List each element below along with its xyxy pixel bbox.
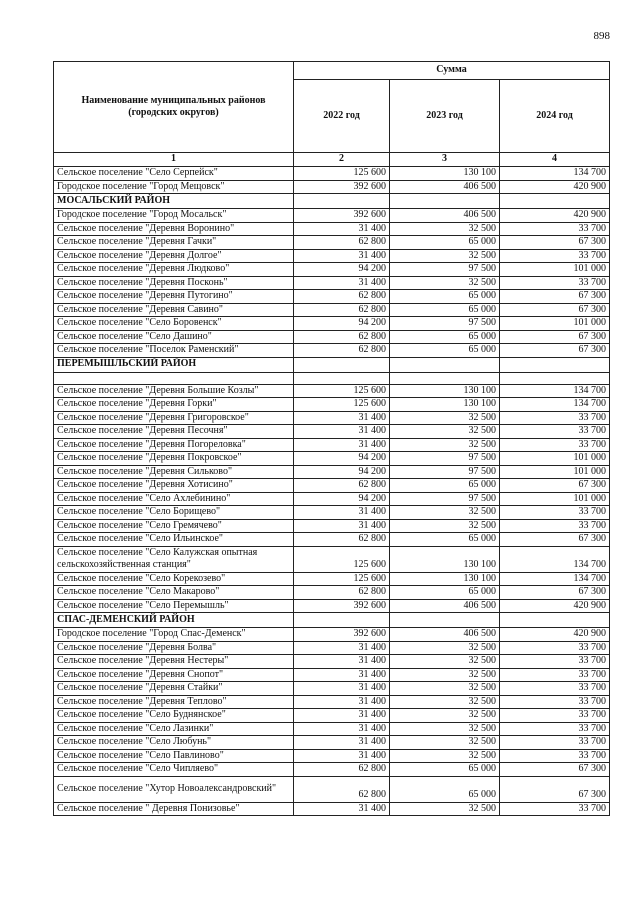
amount-2023: 65 000	[390, 533, 500, 547]
amount-2024: 134 700	[500, 398, 610, 412]
table-row	[54, 479, 610, 493]
amount-2022: 31 400	[294, 276, 390, 290]
table-row	[54, 330, 610, 344]
amount-2024: 101 000	[500, 263, 610, 277]
amount-2023: 32 500	[390, 749, 500, 763]
amount-2023: 32 500	[390, 276, 500, 290]
amount-2024: 67 300	[500, 776, 610, 802]
amount-2022: 31 400	[294, 222, 390, 236]
settlement-name: Сельское поселение "Деревня Воронино"	[54, 222, 294, 236]
settlement-name: Сельское поселение "Село Буднянское"	[54, 709, 294, 723]
amount-2024: 33 700	[500, 506, 610, 520]
amount-2023: 97 500	[390, 465, 500, 479]
amount-2024: 67 300	[500, 303, 610, 317]
amount-2023: 65 000	[390, 776, 500, 802]
amount-2024: 33 700	[500, 249, 610, 263]
amount-2024: 33 700	[500, 641, 610, 655]
settlement-name: Сельское поселение "Деревня Посконь"	[54, 276, 294, 290]
header-year-2022: 2022 год	[294, 80, 390, 153]
settlement-name: Сельское поселение "Деревня Покровское"	[54, 452, 294, 466]
table-row	[54, 776, 610, 802]
amount-2023: 32 500	[390, 655, 500, 669]
settlement-name: Сельское поселение "Село Дашино"	[54, 330, 294, 344]
amount-2024: 420 900	[500, 628, 610, 642]
amount-2022: 125 600	[294, 384, 390, 398]
amount-2024: 33 700	[500, 802, 610, 816]
settlement-name: Сельское поселение "Деревня Савино"	[54, 303, 294, 317]
column-number: 3	[390, 153, 500, 167]
amount-2023: 65 000	[390, 236, 500, 250]
table-row	[54, 249, 610, 263]
amount-2023: 130 100	[390, 398, 500, 412]
district-name: СПАС-ДЕМЕНСКИЙ РАЙОН	[54, 613, 294, 628]
amount-2022: 94 200	[294, 465, 390, 479]
table-row	[54, 722, 610, 736]
amount-2023: 32 500	[390, 249, 500, 263]
amount-2023: 32 500	[390, 506, 500, 520]
table-row	[54, 599, 610, 613]
amount-2024: 134 700	[500, 167, 610, 181]
settlement-name: Сельское поселение "Хутор Новоалександровский"	[54, 776, 294, 802]
amount-2024: 101 000	[500, 465, 610, 479]
empty-cell	[500, 357, 610, 372]
empty-cell	[500, 613, 610, 628]
settlement-name: Сельское поселение "Село Боровенск"	[54, 317, 294, 331]
amount-2024: 33 700	[500, 722, 610, 736]
amount-2023: 32 500	[390, 438, 500, 452]
amount-2023: 32 500	[390, 736, 500, 750]
table-row	[54, 641, 610, 655]
table-row	[54, 586, 610, 600]
amount-2022: 94 200	[294, 452, 390, 466]
settlement-name: Сельское поселение "Село Чипляево"	[54, 763, 294, 777]
amount-2024: 33 700	[500, 222, 610, 236]
amount-2022: 94 200	[294, 492, 390, 506]
amount-2022: 31 400	[294, 249, 390, 263]
table-row	[54, 709, 610, 723]
table-row	[54, 398, 610, 412]
amount-2023: 65 000	[390, 344, 500, 358]
district-header-row	[54, 357, 610, 372]
amount-2024: 33 700	[500, 749, 610, 763]
amount-2022: 62 800	[294, 479, 390, 493]
amount-2022: 31 400	[294, 695, 390, 709]
amount-2024: 420 900	[500, 209, 610, 223]
settlement-name: Сельское поселение "Деревня Песочня"	[54, 425, 294, 439]
amount-2023: 32 500	[390, 668, 500, 682]
amount-2024: 67 300	[500, 290, 610, 304]
amount-2024: 33 700	[500, 411, 610, 425]
table-row	[54, 425, 610, 439]
amount-2022: 125 600	[294, 546, 390, 572]
amount-2024: 420 900	[500, 180, 610, 194]
table-row	[54, 167, 610, 181]
settlement-name: Сельское поселение "Деревня Горки"	[54, 398, 294, 412]
amount-2023: 130 100	[390, 572, 500, 586]
amount-2024: 33 700	[500, 438, 610, 452]
amount-2024: 33 700	[500, 682, 610, 696]
table-row	[54, 180, 610, 194]
amount-2024: 67 300	[500, 330, 610, 344]
empty-cell	[54, 372, 294, 384]
amount-2023: 32 500	[390, 222, 500, 236]
amount-2022: 62 800	[294, 776, 390, 802]
column-number: 4	[500, 153, 610, 167]
amount-2023: 406 500	[390, 599, 500, 613]
table-row	[54, 763, 610, 777]
amount-2023: 65 000	[390, 479, 500, 493]
subsidy-table	[53, 61, 610, 816]
amount-2022: 31 400	[294, 736, 390, 750]
amount-2023: 32 500	[390, 722, 500, 736]
amount-2023: 406 500	[390, 209, 500, 223]
amount-2022: 392 600	[294, 180, 390, 194]
settlement-name: Сельское поселение "Село Любунь"	[54, 736, 294, 750]
table-row	[54, 236, 610, 250]
amount-2022: 94 200	[294, 263, 390, 277]
amount-2022: 31 400	[294, 425, 390, 439]
amount-2022: 62 800	[294, 330, 390, 344]
table-row	[54, 572, 610, 586]
page-number: 898	[593, 30, 610, 42]
table-row	[54, 802, 610, 816]
settlement-name: Сельское поселение "Село Ильинское"	[54, 533, 294, 547]
amount-2022: 31 400	[294, 709, 390, 723]
settlement-name: Сельское поселение "Деревня Большие Козлы"	[54, 384, 294, 398]
amount-2023: 97 500	[390, 317, 500, 331]
spacer-row	[54, 372, 610, 384]
table-header	[54, 62, 610, 167]
table-row	[54, 506, 610, 520]
amount-2024: 67 300	[500, 586, 610, 600]
settlement-name: Сельское поселение "Село Лазинки"	[54, 722, 294, 736]
amount-2023: 32 500	[390, 695, 500, 709]
amount-2023: 32 500	[390, 641, 500, 655]
amount-2023: 65 000	[390, 586, 500, 600]
settlement-name: Сельское поселение "Деревня Болва"	[54, 641, 294, 655]
amount-2022: 31 400	[294, 668, 390, 682]
amount-2024: 67 300	[500, 763, 610, 777]
header-sum-column: Сумма	[294, 62, 610, 80]
table-row	[54, 344, 610, 358]
amount-2024: 33 700	[500, 425, 610, 439]
settlement-name: Городское поселение "Город Мосальск"	[54, 209, 294, 223]
empty-cell	[390, 194, 500, 209]
table-row	[54, 533, 610, 547]
settlement-name: Сельское поселение "Деревня Снопот"	[54, 668, 294, 682]
amount-2022: 31 400	[294, 722, 390, 736]
amount-2022: 31 400	[294, 519, 390, 533]
column-number: 2	[294, 153, 390, 167]
amount-2022: 62 800	[294, 586, 390, 600]
amount-2024: 101 000	[500, 452, 610, 466]
amount-2022: 62 800	[294, 290, 390, 304]
settlement-name: Сельское поселение "Село Павлиново"	[54, 749, 294, 763]
amount-2024: 67 300	[500, 344, 610, 358]
amount-2024: 67 300	[500, 533, 610, 547]
amount-2022: 31 400	[294, 411, 390, 425]
amount-2023: 97 500	[390, 452, 500, 466]
settlement-name: Сельское поселение "Село Гремячево"	[54, 519, 294, 533]
district-header-row	[54, 613, 610, 628]
amount-2022: 392 600	[294, 628, 390, 642]
settlement-name: Сельское поселение "Деревня Григоровское"	[54, 411, 294, 425]
settlement-name: Сельское поселение "Деревня Путогино"	[54, 290, 294, 304]
table-row	[54, 209, 610, 223]
amount-2023: 32 500	[390, 682, 500, 696]
amount-2024: 33 700	[500, 655, 610, 669]
header-year-2023: 2023 год	[390, 80, 500, 153]
amount-2024: 33 700	[500, 736, 610, 750]
table-row	[54, 303, 610, 317]
table-row	[54, 628, 610, 642]
table-row	[54, 438, 610, 452]
settlement-name: Сельское поселение "Село Перемышль"	[54, 599, 294, 613]
amount-2023: 32 500	[390, 425, 500, 439]
amount-2022: 94 200	[294, 317, 390, 331]
settlement-name: Сельское поселение "Деревня Теплово"	[54, 695, 294, 709]
amount-2024: 33 700	[500, 668, 610, 682]
amount-2022: 392 600	[294, 599, 390, 613]
empty-cell	[294, 194, 390, 209]
amount-2023: 32 500	[390, 709, 500, 723]
settlement-name: Сельское поселение "Село Серпейск"	[54, 167, 294, 181]
empty-cell	[294, 372, 390, 384]
amount-2023: 32 500	[390, 802, 500, 816]
amount-2023: 406 500	[390, 180, 500, 194]
amount-2024: 33 700	[500, 519, 610, 533]
settlement-name: Сельское поселение "Деревня Погореловка"	[54, 438, 294, 452]
amount-2022: 31 400	[294, 506, 390, 520]
table-body	[54, 167, 610, 816]
district-name: МОСАЛЬСКИЙ РАЙОН	[54, 194, 294, 209]
settlement-name: Сельское поселение "Село Макарово"	[54, 586, 294, 600]
amount-2024: 101 000	[500, 317, 610, 331]
amount-2022: 31 400	[294, 682, 390, 696]
table-row	[54, 655, 610, 669]
table-row	[54, 411, 610, 425]
settlement-name: Городское поселение "Город Спас-Деменск"	[54, 628, 294, 642]
amount-2023: 32 500	[390, 519, 500, 533]
table-row	[54, 749, 610, 763]
table-row	[54, 276, 610, 290]
amount-2024: 420 900	[500, 599, 610, 613]
empty-cell	[500, 194, 610, 209]
empty-cell	[500, 372, 610, 384]
empty-cell	[294, 613, 390, 628]
amount-2024: 67 300	[500, 236, 610, 250]
table-row	[54, 668, 610, 682]
settlement-name: Сельское поселение "Село Корекозево"	[54, 572, 294, 586]
settlement-name: Сельское поселение "Деревня Стайки"	[54, 682, 294, 696]
amount-2022: 31 400	[294, 655, 390, 669]
amount-2024: 67 300	[500, 479, 610, 493]
empty-cell	[390, 357, 500, 372]
amount-2022: 31 400	[294, 802, 390, 816]
settlement-name: Сельское поселение "Село Ахлебинино"	[54, 492, 294, 506]
amount-2022: 125 600	[294, 572, 390, 586]
table-row	[54, 384, 610, 398]
amount-2023: 65 000	[390, 303, 500, 317]
amount-2022: 62 800	[294, 236, 390, 250]
empty-cell	[390, 613, 500, 628]
amount-2022: 125 600	[294, 398, 390, 412]
amount-2023: 65 000	[390, 763, 500, 777]
amount-2023: 97 500	[390, 492, 500, 506]
amount-2022: 31 400	[294, 438, 390, 452]
settlement-name: Сельское поселение "Деревня Нестеры"	[54, 655, 294, 669]
column-number: 1	[54, 153, 294, 167]
table-row	[54, 736, 610, 750]
amount-2023: 65 000	[390, 330, 500, 344]
amount-2022: 62 800	[294, 344, 390, 358]
amount-2024: 33 700	[500, 276, 610, 290]
table-row	[54, 682, 610, 696]
settlement-name: Городское поселение "Город Мещовск"	[54, 180, 294, 194]
table-row	[54, 222, 610, 236]
amount-2023: 130 100	[390, 546, 500, 572]
amount-2024: 33 700	[500, 709, 610, 723]
table-row	[54, 290, 610, 304]
amount-2024: 134 700	[500, 546, 610, 572]
amount-2022: 31 400	[294, 641, 390, 655]
settlement-name: Сельское поселение "Село Калужская опытная сельскохозяйственная станция"	[54, 546, 294, 572]
settlement-name: Сельское поселение "Деревня Долгое"	[54, 249, 294, 263]
amount-2023: 97 500	[390, 263, 500, 277]
table-row	[54, 519, 610, 533]
amount-2022: 392 600	[294, 209, 390, 223]
amount-2024: 33 700	[500, 695, 610, 709]
settlement-name: Сельское поселение "Деревня Людково"	[54, 263, 294, 277]
table-row	[54, 263, 610, 277]
header-year-2024: 2024 год	[500, 80, 610, 153]
amount-2022: 62 800	[294, 303, 390, 317]
empty-cell	[390, 372, 500, 384]
table-row	[54, 695, 610, 709]
table-row	[54, 452, 610, 466]
amount-2022: 62 800	[294, 533, 390, 547]
amount-2023: 130 100	[390, 167, 500, 181]
table-row	[54, 465, 610, 479]
amount-2022: 62 800	[294, 763, 390, 777]
amount-2023: 406 500	[390, 628, 500, 642]
amount-2024: 134 700	[500, 572, 610, 586]
amount-2024: 134 700	[500, 384, 610, 398]
settlement-name: Сельское поселение "Деревня Гачки"	[54, 236, 294, 250]
settlement-name: Сельское поселение "Деревня Сильково"	[54, 465, 294, 479]
settlement-name: Сельское поселение "Село Борищево"	[54, 506, 294, 520]
district-name: ПЕРЕМЫШЛЬСКИЙ РАЙОН	[54, 357, 294, 372]
empty-cell	[294, 357, 390, 372]
amount-2023: 65 000	[390, 290, 500, 304]
amount-2024: 101 000	[500, 492, 610, 506]
amount-2022: 31 400	[294, 749, 390, 763]
district-header-row	[54, 194, 610, 209]
amount-2023: 32 500	[390, 411, 500, 425]
amount-2023: 130 100	[390, 384, 500, 398]
amount-2022: 125 600	[294, 167, 390, 181]
settlement-name: Сельское поселение "Деревня Хотисино"	[54, 479, 294, 493]
header-name-column: Наименование муниципальных районов (городских округов)	[54, 62, 294, 153]
settlement-name: Сельское поселение "Поселок Раменский"	[54, 344, 294, 358]
settlement-name: Сельское поселение " Деревня Понизовье"	[54, 802, 294, 816]
table-row	[54, 317, 610, 331]
table-row	[54, 492, 610, 506]
table-row	[54, 546, 610, 572]
